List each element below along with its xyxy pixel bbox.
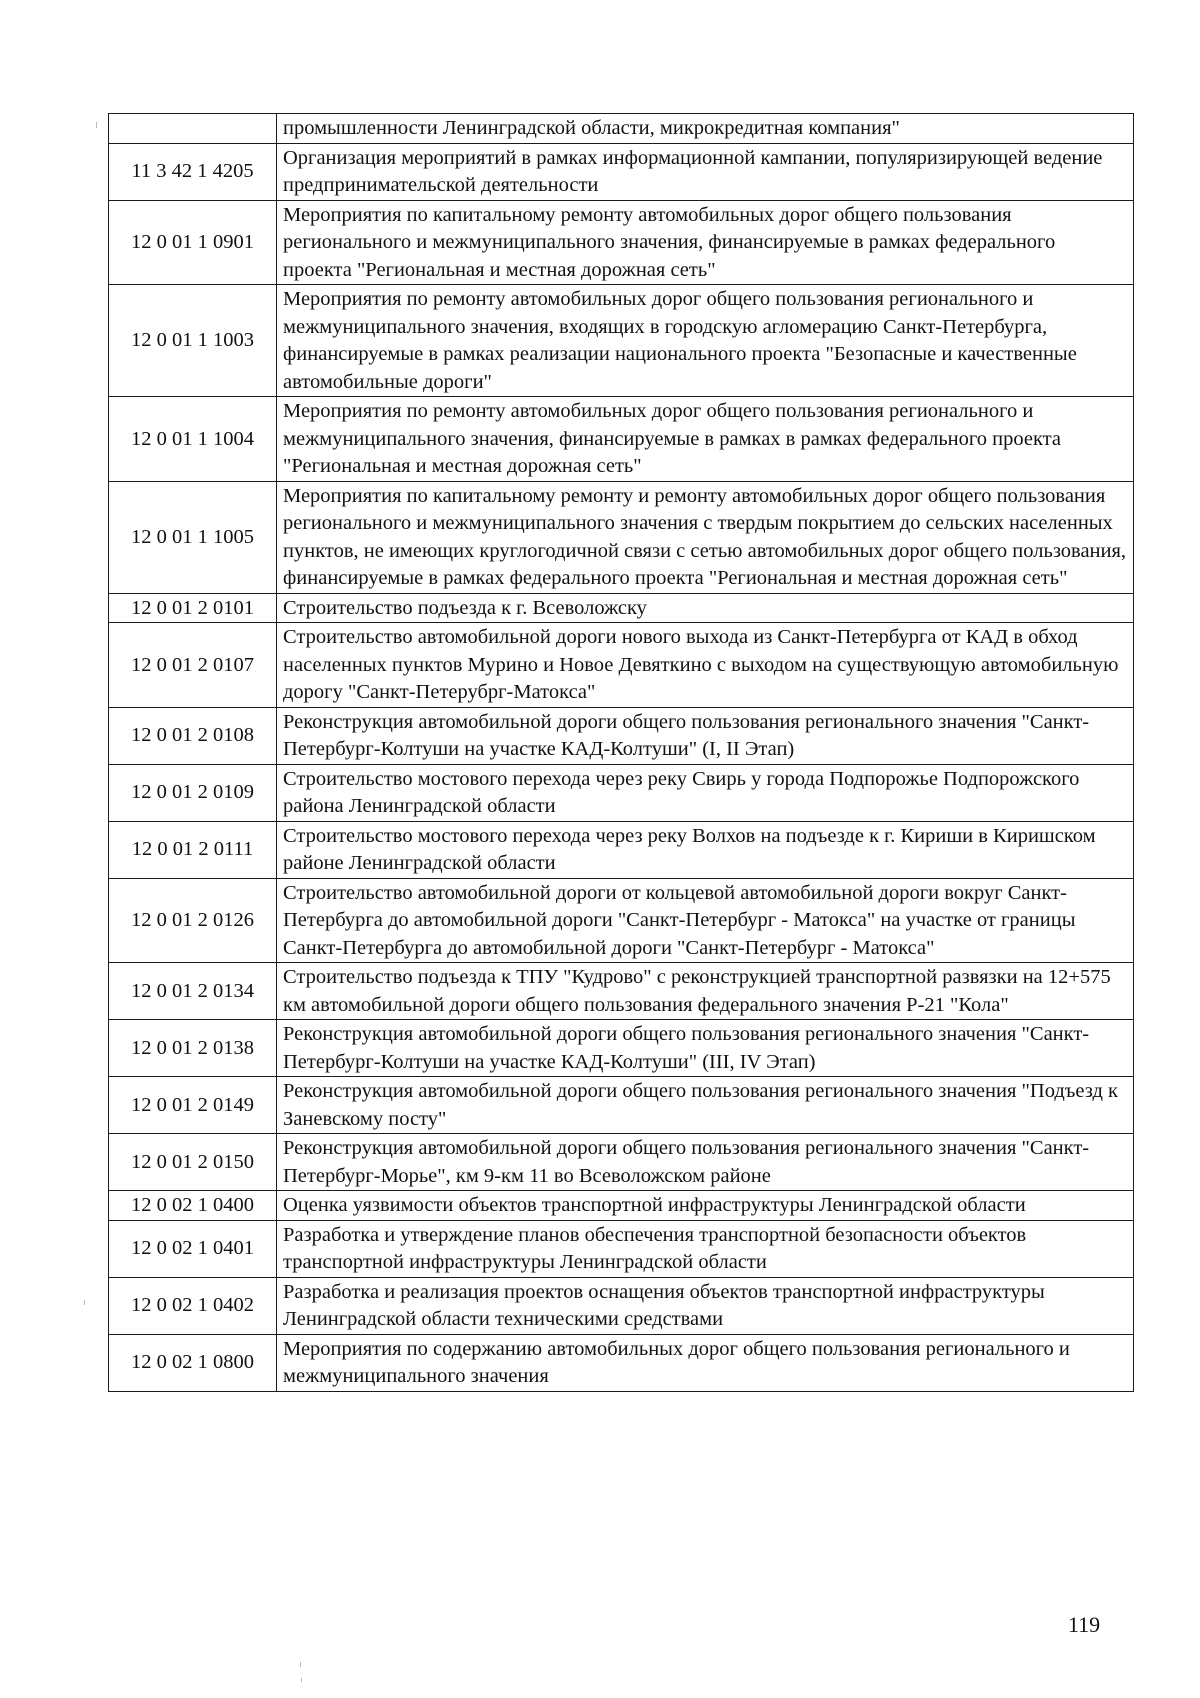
row-code: 12 0 02 1 0402 xyxy=(109,1277,277,1334)
scan-mark xyxy=(96,122,97,128)
table-row xyxy=(109,707,1134,764)
table-row xyxy=(109,200,1134,285)
table-row xyxy=(109,1077,1134,1134)
row-code: 12 0 01 1 0901 xyxy=(109,200,277,285)
row-code: 12 0 02 1 0401 xyxy=(109,1220,277,1277)
scan-mark xyxy=(300,1662,301,1667)
row-code: 12 0 01 2 0138 xyxy=(109,1020,277,1077)
row-description: Разработка и реализация проектов оснащения объектов транспортной инфраструктуры Ленинградской области техническими средствами xyxy=(277,1277,1134,1334)
row-description: Строительство автомобильной дороги от кольцевой автомобильной дороги вокруг Санкт-Петербурга до автомобильной дороги "Санкт-Петербург - Матокса" на участке от границы Санкт-Петербурга до автомобильной дороги "Санкт-Петербург - Матокса" xyxy=(277,878,1134,963)
table-row xyxy=(109,623,1134,708)
table-row xyxy=(109,285,1134,397)
row-code: 12 0 01 2 0150 xyxy=(109,1134,277,1191)
row-description: Мероприятия по капитальному ремонту автомобильных дорог общего пользования регионального и межмуниципального значения, финансируемые в рамках федерального проекта "Региональная и местная дорожная сеть" xyxy=(277,200,1134,285)
row-description: Строительство мостового перехода через реку Волхов на подъезде к г. Кириши в Киришском районе Ленинградской области xyxy=(277,821,1134,878)
row-code: 12 0 01 2 0101 xyxy=(109,593,277,623)
table-row xyxy=(109,821,1134,878)
table-row xyxy=(109,1277,1134,1334)
row-description: Реконструкция автомобильной дороги общего пользования регионального значения "Подъезд к Заневскому посту" xyxy=(277,1077,1134,1134)
row-description: Реконструкция автомобильной дороги общего пользования регионального значения "Санкт-Петербург-Морье", км 9-км 11 во Всеволожском районе xyxy=(277,1134,1134,1191)
row-description: Строительство подъезда к г. Всеволожску xyxy=(277,593,1134,623)
row-description: Строительство подъезда к ТПУ "Кудрово" с реконструкцией транспортной развязки на 12+575 км автомобильной дороги общего пользования федерального значения Р-21 "Кола" xyxy=(277,963,1134,1020)
row-description: Строительство мостового перехода через реку Свирь у города Подпорожье Подпорожского района Ленинградской области xyxy=(277,764,1134,821)
table-row xyxy=(109,114,1134,144)
row-code: 12 0 01 2 0109 xyxy=(109,764,277,821)
row-code: 12 0 02 1 0800 xyxy=(109,1334,277,1391)
row-code: 12 0 01 2 0149 xyxy=(109,1077,277,1134)
row-description: Мероприятия по ремонту автомобильных дорог общего пользования регионального и межмуниципального значения, финансируемые в рамках в рамках федерального проекта "Региональная и местная дорожная сеть" xyxy=(277,397,1134,482)
scan-mark xyxy=(84,1300,85,1305)
table-row xyxy=(109,593,1134,623)
row-description: Разработка и утверждение планов обеспечения транспортной безопасности объектов транспортной инфраструктуры Ленинградской области xyxy=(277,1220,1134,1277)
row-code: 12 0 01 1 1005 xyxy=(109,481,277,593)
row-description: Оценка уязвимости объектов транспортной инфраструктуры Ленинградской области xyxy=(277,1191,1134,1221)
table-row xyxy=(109,878,1134,963)
row-code: 12 0 01 2 0134 xyxy=(109,963,277,1020)
table-row xyxy=(109,1134,1134,1191)
scan-mark xyxy=(301,1678,302,1682)
row-description: Реконструкция автомобильной дороги общего пользования регионального значения "Санкт-Петербург-Колтуши на участке КАД-Колтуши" (III, IV Этап) xyxy=(277,1020,1134,1077)
table-row xyxy=(109,1220,1134,1277)
row-description: Строительство автомобильной дороги нового выхода из Санкт-Петербурга от КАД в обход населенных пунктов Мурино и Новое Девяткино с выходом на существующую автомобильную дорогу "Санкт-Петерубрг-Матокса" xyxy=(277,623,1134,708)
row-code: 11 3 42 1 4205 xyxy=(109,143,277,200)
table-row xyxy=(109,397,1134,482)
table-row xyxy=(109,963,1134,1020)
row-code: 12 0 01 2 0107 xyxy=(109,623,277,708)
row-description: Мероприятия по капитальному ремонту и ремонту автомобильных дорог общего пользования регионального и межмуниципального значения с твердым покрытием до сельских населенных пунктов, не имеющих круглогодичной связи с сетью автомобильных дорог общего пользования, финансируемые в рамках федерального проекта "Региональная и местная дорожная сеть" xyxy=(277,481,1134,593)
row-code: 12 0 01 1 1003 xyxy=(109,285,277,397)
row-code: 12 0 01 1 1004 xyxy=(109,397,277,482)
row-description: Реконструкция автомобильной дороги общего пользования регионального значения "Санкт-Петербург-Колтуши на участке КАД-Колтуши" (I, II Этап) xyxy=(277,707,1134,764)
table-row xyxy=(109,1020,1134,1077)
row-description: Мероприятия по содержанию автомобильных дорог общего пользования регионального и межмуниципального значения xyxy=(277,1334,1134,1391)
table-row xyxy=(109,143,1134,200)
page-number: 119 xyxy=(1068,1612,1101,1637)
table-row xyxy=(109,1334,1134,1391)
row-description: Организация мероприятий в рамках информационной кампании, популяризирующей ведение предпринимательской деятельности xyxy=(277,143,1134,200)
row-description: Мероприятия по ремонту автомобильных дорог общего пользования регионального и межмуниципального значения, входящих в городскую агломерацию Санкт-Петербурга, финансируемые в рамках реализации национального проекта "Безопасные и качественные автомобильные дороги" xyxy=(277,285,1134,397)
table-row xyxy=(109,764,1134,821)
budget-code-table xyxy=(108,113,1134,1392)
table-row xyxy=(109,1191,1134,1221)
row-code: 12 0 01 2 0126 xyxy=(109,878,277,963)
table-row xyxy=(109,481,1134,593)
row-code: 12 0 01 2 0111 xyxy=(109,821,277,878)
row-description: промышленности Ленинградской области, микрокредитная компания" xyxy=(277,114,1134,144)
row-code: 12 0 02 1 0400 xyxy=(109,1191,277,1221)
row-code: 12 0 01 2 0108 xyxy=(109,707,277,764)
row-code xyxy=(109,114,277,144)
